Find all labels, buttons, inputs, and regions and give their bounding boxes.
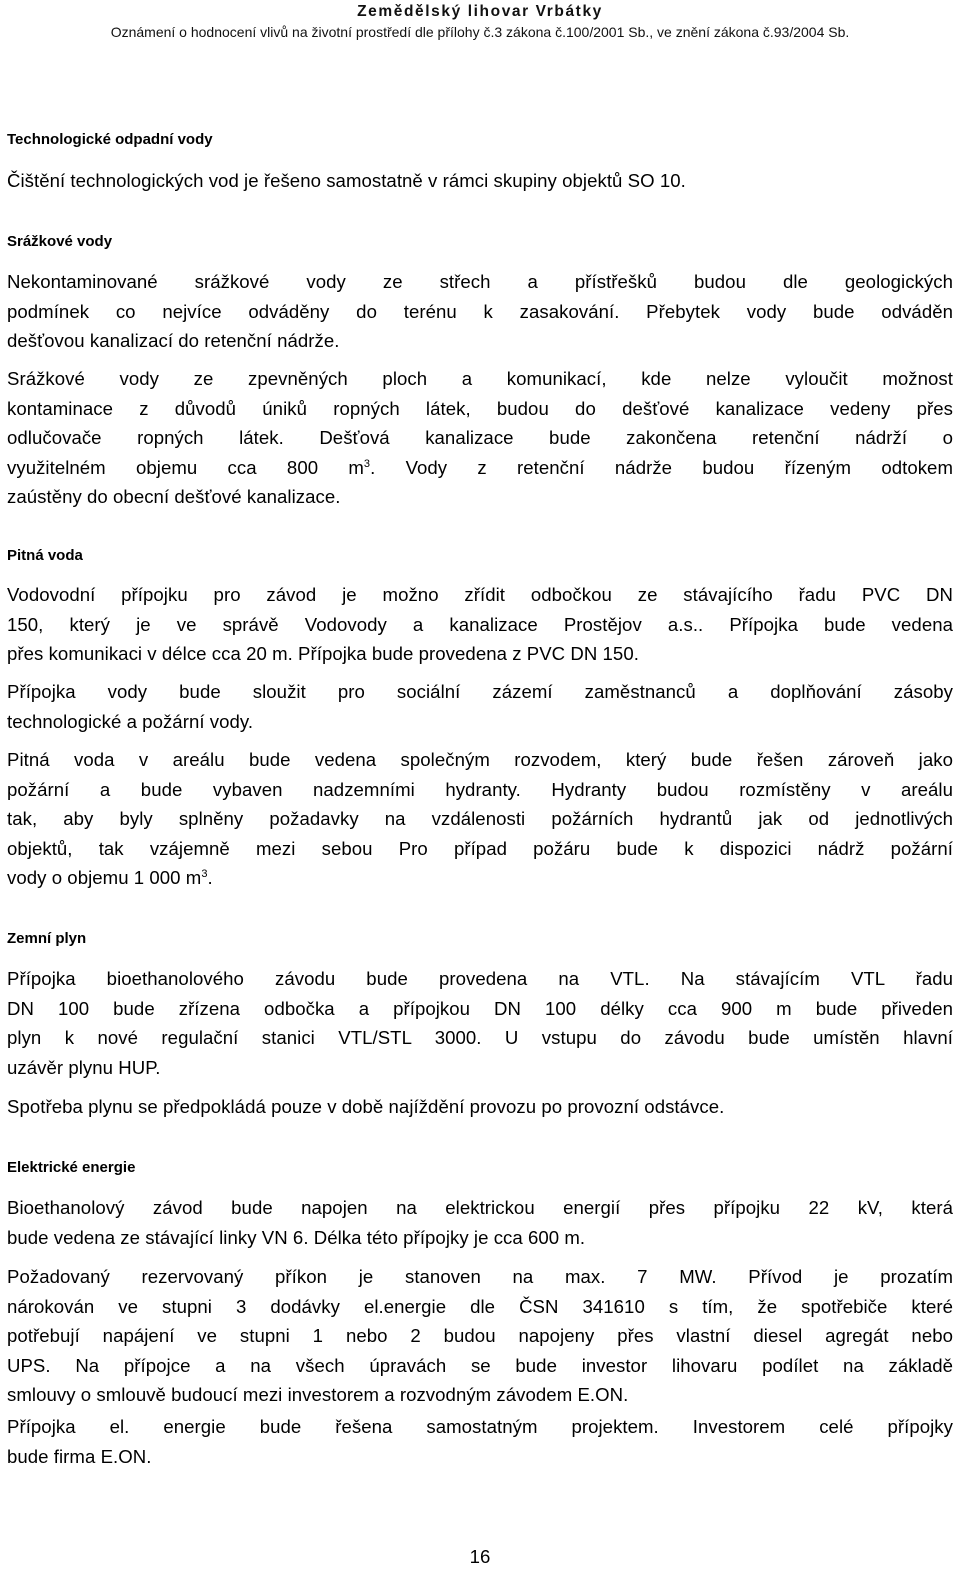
text-line: Přípojka el. energie bude řešena samostatným projektem. Investorem celé přípojky bbox=[7, 1416, 953, 1437]
text-line: Přípojka vody bude sloužit pro sociální zázemí zaměstnanců a doplňování zásoby bbox=[7, 681, 953, 702]
text-line: plyn k nové regulační stanici VTL/STL 3000. U vstupu do závodu bude umístěn hlavní bbox=[7, 1027, 953, 1049]
text-line: využitelném objemu cca 800 $m^3$. Vody z retenční nádrže budou řízeným odtokem bbox=[7, 456, 953, 478]
paragraph-drinking-water-2 bbox=[7, 677, 953, 736]
text-line: dešťovou kanalizací do retenční nádrže. bbox=[7, 330, 340, 352]
document-subtitle: Oznámení o hodnocení vlivů na životní prostředí dle přílohy č.3 zákona č.100/2001 Sb., ve znění zákona č.93/2004 Sb. bbox=[110, 24, 850, 40]
document-title: Zemědělský lihovar Vrbátky bbox=[357, 3, 603, 20]
text-line: potřebují napájení ve stupni 1 nebo 2 budou napojeny přes vlastní diesel agregát nebo bbox=[7, 1325, 953, 1347]
text-line: Čištění technologických vod je řešeno samostatně v rámci skupiny objektů SO 10. bbox=[7, 170, 686, 191]
paragraph-rain-water-2 bbox=[7, 364, 953, 512]
text-line: Pitná voda v areálu bude vedena společným rozvodem, který bude řešen zároveň jako bbox=[7, 749, 953, 770]
paragraph-rain-water-1 bbox=[7, 267, 953, 356]
heading-rain-water: Srážkové vody bbox=[7, 233, 113, 250]
text-line: přes komunikaci v délce cca 20 m. Přípojka bude provedena z PVC DN 150. bbox=[7, 643, 639, 665]
text-line: požární a bude vybaven nadzemními hydranty. Hydranty budou rozmístěny v areálu bbox=[7, 778, 953, 800]
text-line: podmínek co nejvíce odváděny do terénu k zasakování. Přebytek vody bude odváděn bbox=[7, 300, 953, 322]
text-line: tak, aby byly splněny požadavky na vzdálenosti požárních hydrantů jak od jednotlivých bbox=[7, 808, 953, 830]
heading-natural-gas: Zemní plyn bbox=[7, 930, 87, 947]
text-line: Srážkové vody ze zpevněných ploch a komunikací, kde nelze vyloučit možnost bbox=[7, 368, 953, 389]
text-line: bude vedena ze stávající linky VN 6. Délka této přípojky je cca 600 m. bbox=[7, 1226, 586, 1248]
page-number: 16 bbox=[469, 1546, 491, 1567]
paragraph-gas-2 bbox=[7, 1092, 953, 1122]
text-line: UPS. Na přípojce a na všech úpravách se bude investor lihovaru podílet na základě bbox=[7, 1354, 953, 1376]
paragraph-drinking-water-3 bbox=[7, 745, 953, 893]
text-line: vody o objemu 1 000 $m^3$. bbox=[7, 867, 213, 889]
text-line: 150, který je ve správě Vodovody a kanalizace Prostějov a.s.. Přípojka bude vedena bbox=[7, 613, 953, 635]
text-line: bude firma E.ON. bbox=[7, 1445, 152, 1467]
text-line: DN 100 bude zřízena odbočka a přípojkou DN 100 délky cca 900 m bude přiveden bbox=[7, 997, 953, 1019]
paragraph-tech-water bbox=[7, 166, 953, 196]
text-line: Nekontaminované srážkové vody ze střech a přístřešků budou dle geologických bbox=[7, 271, 953, 292]
text-line: zaústěny do obecní dešťové kanalizace. bbox=[7, 486, 341, 508]
text-line: technologické a požární vody. bbox=[7, 710, 254, 732]
paragraph-electricity-1 bbox=[7, 1193, 953, 1252]
text-line: smlouvy o smlouvě budoucí mezi investorem a rozvodným závodem E.ON. bbox=[7, 1384, 629, 1406]
paragraph-gas-1 bbox=[7, 964, 953, 1082]
text-line: kontaminace z důvodů úniků ropných látek, budou do dešťové kanalizace vedeny přes bbox=[7, 397, 953, 419]
text-line: Přípojka bioethanolového závodu bude provedena na VTL. Na stávajícím VTL řadu bbox=[7, 968, 953, 989]
text-line: uzávěr plynu HUP. bbox=[7, 1056, 161, 1078]
heading-tech-water: Technologické odpadní vody bbox=[7, 131, 213, 148]
text-line: odlučovače ropných látek. Dešťová kanalizace bude zakončena retenční nádrží o bbox=[7, 427, 953, 449]
heading-drinking-water: Pitná voda bbox=[7, 547, 83, 564]
heading-electricity: Elektrické energie bbox=[7, 1159, 136, 1176]
text-line: Vodovodní přípojku pro závod je možno zřídit odbočkou ze stávajícího řadu PVC DN bbox=[7, 584, 953, 605]
text-line: Požadovaný rezervovaný příkon je stanoven na max. 7 MW. Přívod je prozatím bbox=[7, 1266, 953, 1287]
paragraph-electricity-2 bbox=[7, 1262, 953, 1410]
paragraph-electricity-3 bbox=[7, 1412, 953, 1471]
text-line: objektů, tak vzájemně mezi sebou Pro případ požáru bude k dispozici nádrž požární bbox=[7, 837, 953, 859]
text-line: Spotřeba plynu se předpokládá pouze v době najíždění provozu po provozní odstávce. bbox=[7, 1096, 725, 1117]
paragraph-drinking-water-1 bbox=[7, 580, 953, 669]
text-line: Bioethanolový závod bude napojen na elektrickou energií přes přípojku 22 kV, která bbox=[7, 1197, 953, 1218]
text-line: nárokován ve stupni 3 dodávky el.energie dle ČSN 341610 s tím, že spotřebiče které bbox=[7, 1295, 953, 1317]
